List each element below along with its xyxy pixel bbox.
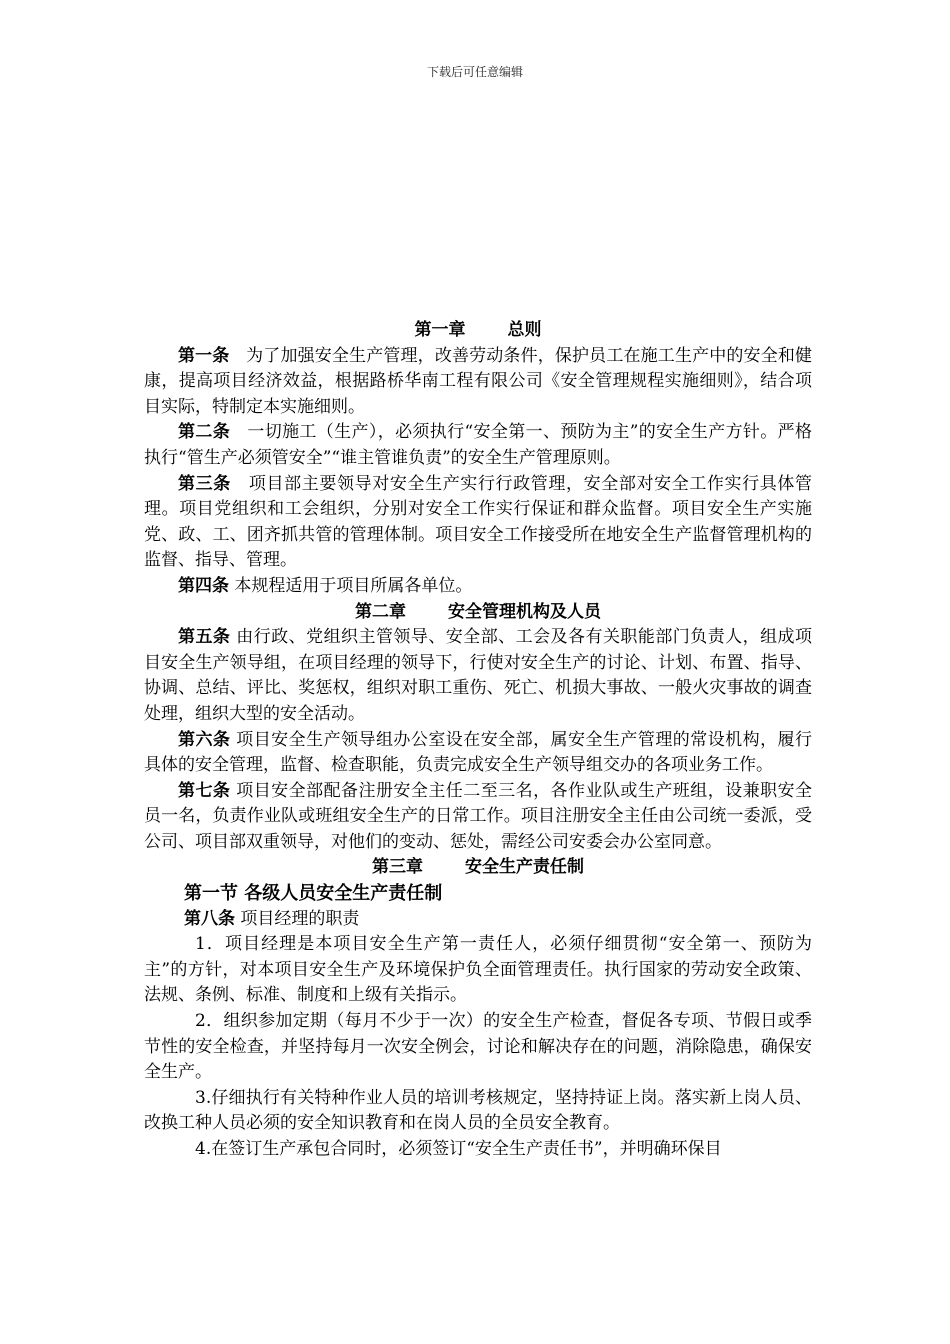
- article-label: 第五条: [178, 627, 231, 648]
- duty-item-3: 3.仔细执行有关特种作业人员的培训考核规定，坚持持证上岗。落实新上岗人员、改换工种人员必须的安全知识教育和在岗人员的全员安全教育。: [144, 1087, 812, 1134]
- article-label: 第一条: [178, 345, 230, 366]
- duty-item-4: 4.在签订生产承包合同时，必须签订“安全生产责任书”，并明确环保目: [195, 1139, 722, 1159]
- duty-item-2: 2．组织参加定期（每月不少于一次）的安全生产检查，督促各专项、节假日或季节性的安全检查，并坚持每月一次安全例会，讨论和解决存在的问题，消除隐患，确保安全生产。: [144, 1011, 812, 1083]
- chapter-3-label: 第三章: [372, 857, 423, 878]
- article-text: 为了加强安全生产管理，改善劳动条件，保护员工在施工生产中的安全和健康，提高项目经济效益，根据路桥华南工程有限公司《安全管理规程实施细则》，结合项目实际，特制定本实施细则。: [144, 345, 813, 417]
- document-body: [144, 318, 812, 1163]
- duty-item-1: 1．项目经理是本项目安全生产第一责任人，必须仔细贯彻“安全第一、预防为主”的方针，对本项目安全生产及环境保护负全面管理责任。执行国家的劳动安全政策、法规、条例、标准、制度和上级有关指示。: [144, 934, 812, 1006]
- chapter-1-heading: [144, 318, 812, 344]
- article-text: 项目经理的职责: [240, 908, 360, 929]
- article-label: 第八条: [184, 908, 235, 929]
- chapter-1-label: 第一章: [414, 320, 466, 340]
- article-text: 由行政、党组织主管领导、安全部、工会及各有关职能部门负责人，组成项目安全生产领导组，在项目经理的领导下，行使对安全生产的讨论、计划、布置、指导、协调、总结、评比、奖惩权，组织对职工重伤、死亡、机损大事故、一般火灾事故的调查处理，组织大型的安全活动。: [144, 627, 813, 724]
- section-1-heading: [144, 881, 812, 907]
- chapter-2-heading: [144, 600, 812, 626]
- article-label: 第七条: [178, 780, 231, 801]
- chapter-3-title: 安全生产责任制: [465, 857, 584, 878]
- chapter-1-title: 总则: [507, 320, 542, 340]
- article-label: 第四条: [178, 575, 229, 596]
- section-1-title: 各级人员安全生产责任制: [244, 883, 443, 905]
- article-3: [144, 472, 812, 574]
- article-text: 项目部主要领导对安全生产实行行政管理，安全部对安全工作实行具体管理。项目党组织和工会组织，分别对安全工作实行保证和群众监督。项目安全生产实施党、政、工、团齐抓共管的管理体制。项目安全工作接受所在地安全生产监督管理机构的监督、指导、管理。: [144, 473, 813, 571]
- article-text: 一切施工（生产），必须执行“安全第一、预防为主”的安全生产方针。严格执行“管生产必须管安全”“谁主管谁负责”的安全生产管理原则。: [144, 422, 812, 468]
- chapter-2-label: 第二章: [355, 601, 406, 622]
- section-1-label: 第一节: [184, 883, 238, 905]
- article-5: [144, 625, 812, 727]
- article-4: [144, 574, 812, 600]
- article-2: [144, 420, 812, 471]
- article-text: 本规程适用于项目所属各单位。: [234, 575, 473, 596]
- article-8: [144, 907, 812, 933]
- download-note: 下载后可任意编辑: [426, 65, 523, 79]
- article-1: [144, 344, 812, 421]
- article-text: 项目安全生产领导组办公室设在安全部，属安全生产管理的常设机构，履行具体的安全管理，监督、检查职能，负责完成安全生产领导组交办的各项业务工作。: [144, 729, 813, 776]
- article-text: 项目安全部配备注册安全主任二至三名，各作业队或生产班组，设兼职安全员一名，负责作业队或班组安全生产的日常工作。项目注册安全主任由公司统一委派，受公司、项目部双重领导，对他们的变动、惩处，需经公司安委会办公室同意。: [144, 780, 813, 852]
- article-label: 第六条: [178, 729, 231, 750]
- article-7: [144, 779, 812, 856]
- article-6: [144, 728, 812, 779]
- article-label: 第二条: [178, 422, 231, 443]
- chapter-2-title: 安全管理机构及人员: [448, 601, 601, 622]
- article-label: 第三条: [178, 473, 231, 494]
- chapter-3-heading: [144, 855, 812, 881]
